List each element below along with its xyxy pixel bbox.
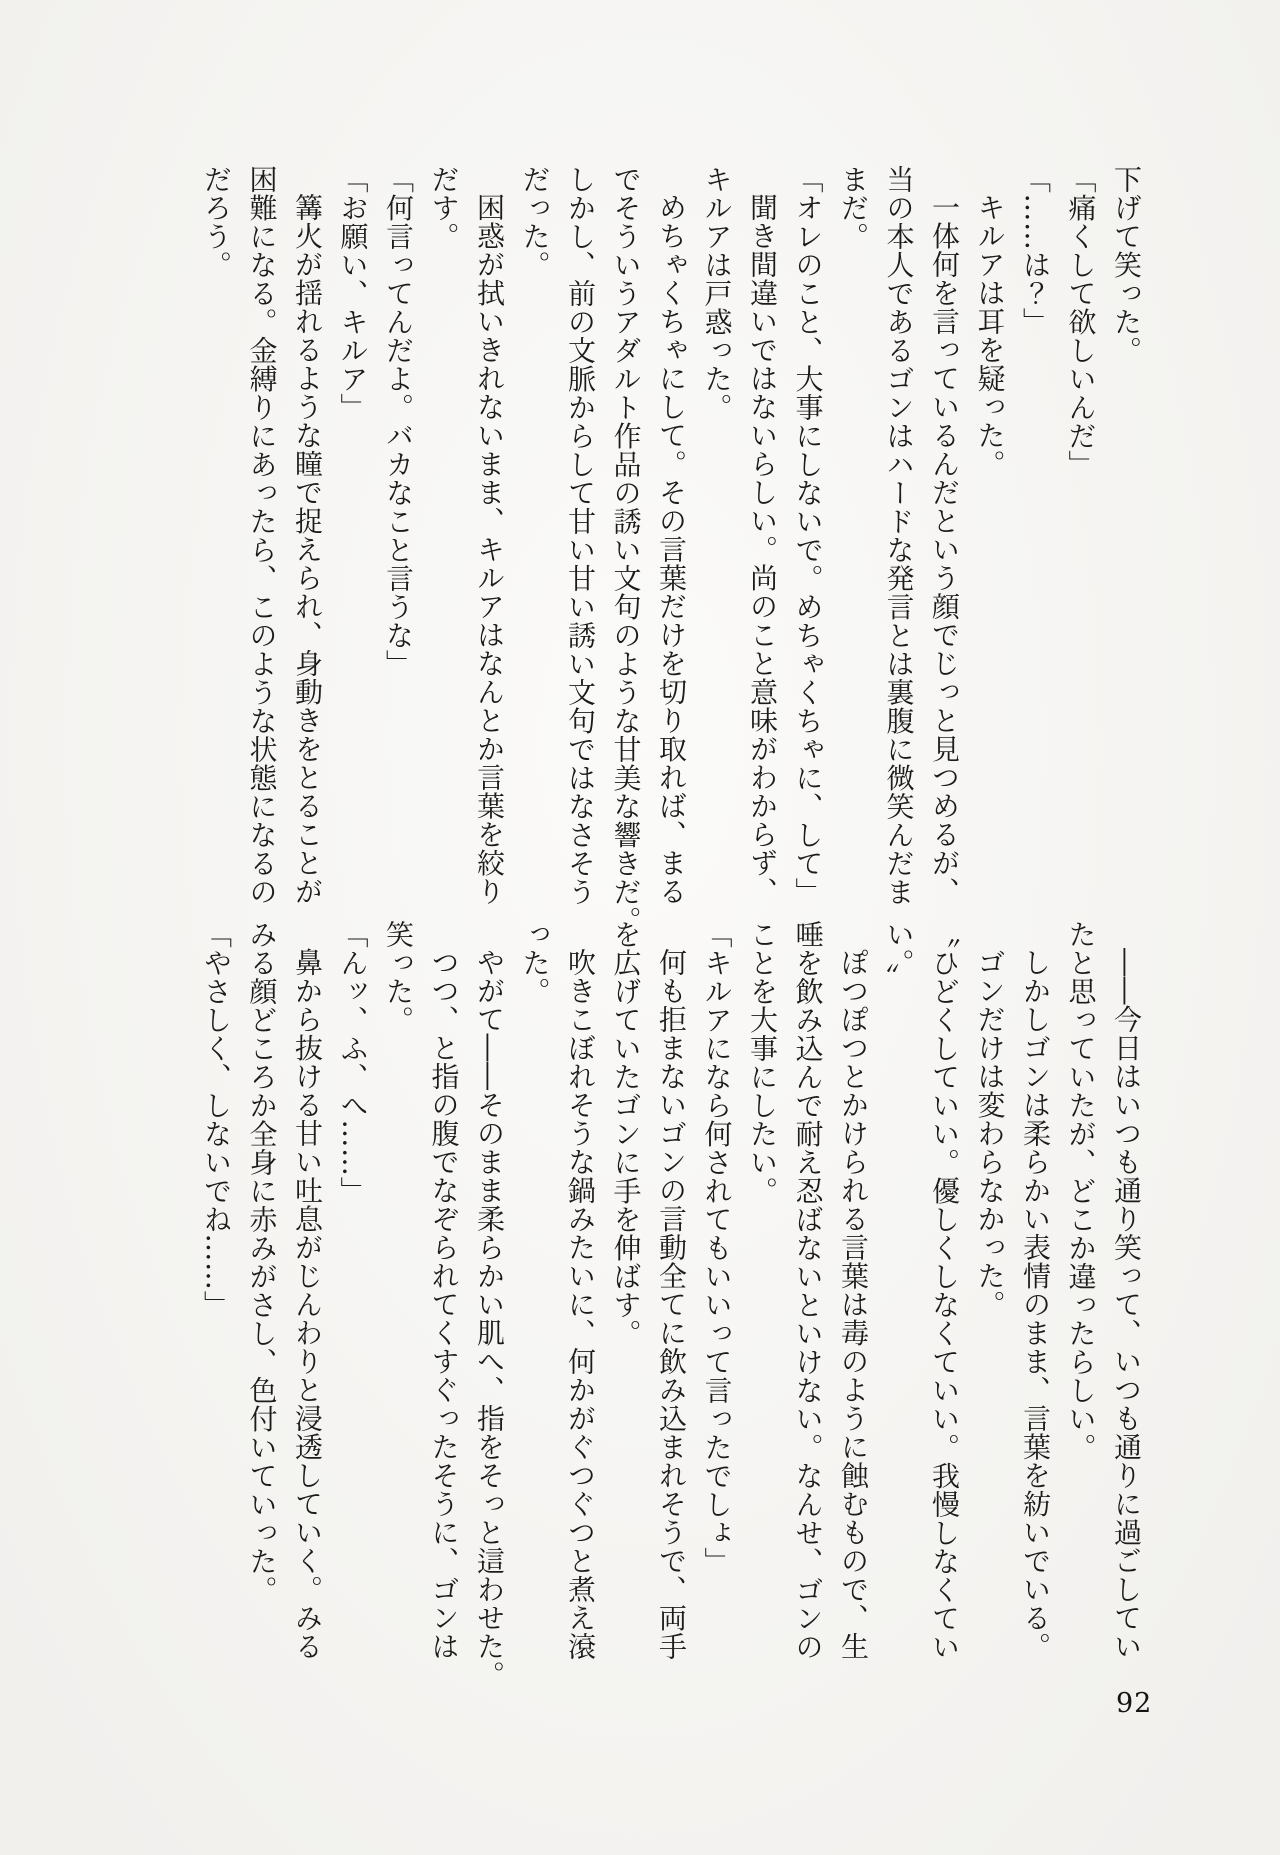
- text-line: でそういうアダルト作品の誘い文句のような甘美な響きだ。: [609, 165, 643, 935]
- text-line: 唾を飲み込んで耐え忍ばないといけない。なんせ、ゴンの: [791, 920, 825, 1661]
- text-line: 笑った。: [382, 920, 415, 1034]
- text-block-lower: [194, 920, 1150, 1689]
- text-line: しかし、前の文脈からして甘い甘い誘い文句ではなさそう: [564, 165, 597, 906]
- text-line: ――今日はいつも通り笑って、いつも通りに過ごしてい: [1110, 948, 1143, 1661]
- text-line: 困難になる。金縛りにあったら、このような状態になるの: [245, 165, 279, 906]
- text-line: まだ。: [837, 165, 870, 251]
- text-line: めちゃくちゃにして。その言葉だけを切り取れば、まる: [655, 193, 688, 906]
- text-line: みる顔どころか全身に赤みがさし、色付いていった。: [245, 920, 279, 1604]
- text-line: だす。: [427, 165, 461, 251]
- text-line: 何も拒まないゴンの言動全てに飲み込まれそうで、両手: [655, 948, 688, 1661]
- text-block-upper: [194, 165, 1150, 935]
- text-line: だった。: [518, 165, 552, 279]
- text-line: 「痛くして欲しいんだ」: [1064, 165, 1098, 479]
- text-line: しかしゴンは柔らかい表情のまま、言葉を紡いでいる。: [1019, 948, 1052, 1661]
- text-line: つつ、と指の腹でなぞられてくすぐったそうに、ゴンは: [427, 948, 461, 1661]
- text-line: 「何言ってんだよ。バカなこと言うな」: [382, 165, 415, 678]
- text-line: 「……は？」: [1019, 165, 1052, 336]
- text-line: を広げていたゴンに手を伸ばす。: [609, 920, 643, 1348]
- text-line: 「オレのこと、大事にしないで。めちゃくちゃに、して」: [791, 165, 825, 906]
- text-line: ゴンだけは変わらなかった。: [973, 948, 1007, 1319]
- text-line: ぽつぽつとかけられる言葉は毒のように蝕むもので、生: [837, 948, 870, 1661]
- text-line: 一体何を言っているんだという顔でじっと見つめるが、: [928, 193, 961, 906]
- text-line: たと思っていたが、どこか違ったらしい。: [1064, 920, 1098, 1462]
- text-line: 〝ひどくしていい。優しくしなくていい。我慢しなくてい: [928, 920, 961, 1661]
- text-line: 吹きこぼれそうな鍋みたいに、何かがぐつぐつと煮え滾: [564, 948, 597, 1661]
- text-line: ことを大事にしたい。: [746, 920, 779, 1205]
- text-line: 聞き間違いではないらしい。尚のこと意味がわからず、: [746, 193, 779, 906]
- text-line: い。〟: [882, 920, 916, 992]
- text-line: だろう。: [200, 165, 233, 279]
- text-line: 「やさしく、しないでね……」: [200, 920, 233, 1319]
- text-line: 「お願い、キルア」: [336, 165, 370, 422]
- text-line: 鼻から抜ける甘い吐息がじんわりと浸透していく。みる: [291, 948, 324, 1661]
- text-line: 当の本人であるゴンはハードな発言とは裏腹に微笑んだま: [882, 165, 916, 906]
- text-line: 「キルアになら何されてもいいって言ったでしょ」: [700, 920, 734, 1576]
- text-line: キルアは戸惑った。: [700, 165, 734, 422]
- text-line: 篝火が揺れるような瞳で捉えられ、身動きをとることが: [291, 193, 324, 906]
- text-line: 下げて笑った。: [1110, 165, 1143, 365]
- text-line: やがて――そのまま柔らかい肌へ、指をそっと這わせた。: [473, 948, 506, 1689]
- page-number: 92: [1116, 1688, 1153, 1719]
- text-line: 「んッ、ふ、へ……」: [336, 920, 370, 1205]
- text-line: 困惑が拭いきれないまま、キルアはなんとか言葉を絞り: [473, 193, 506, 906]
- text-line: った。: [518, 920, 552, 1006]
- text-line: キルアは耳を疑った。: [973, 193, 1007, 478]
